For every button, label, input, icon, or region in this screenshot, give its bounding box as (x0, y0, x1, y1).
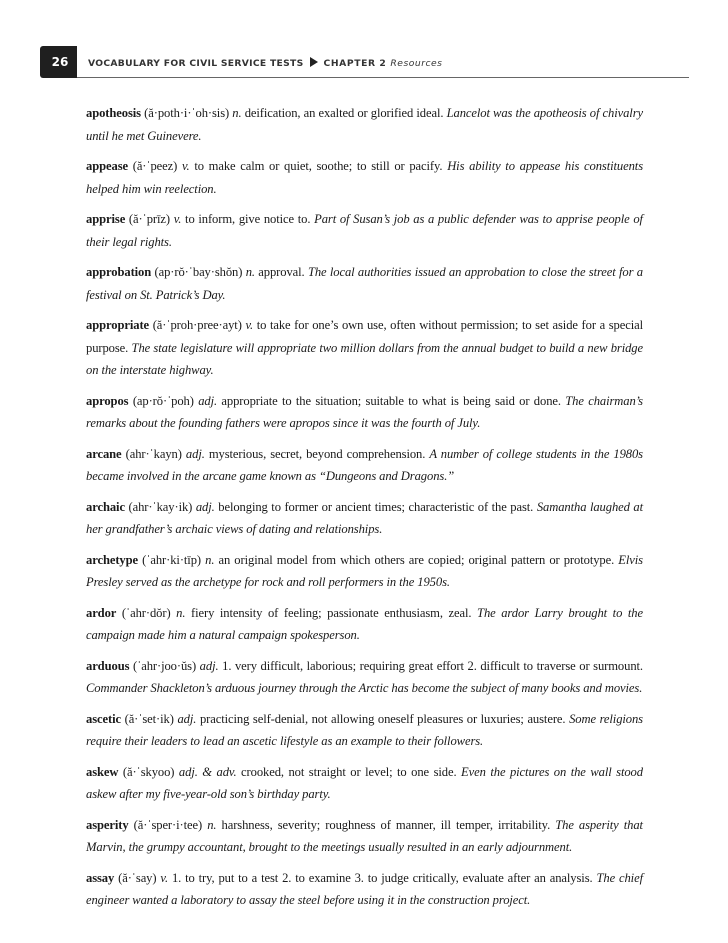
chapter-title: Resources (390, 58, 443, 69)
page-number-tab (40, 46, 77, 78)
vocab-entry (86, 314, 643, 382)
entry-definition: approval. (258, 265, 305, 279)
entry-part-of-speech: adj. (199, 658, 219, 673)
running-head (88, 54, 442, 70)
entry-definition: 1. very difficult, laborious; requiring great effort 2. difficult to traverse or surmount. (222, 658, 643, 673)
triangle-arrow-icon (310, 57, 318, 67)
entry-part-of-speech: adj. (195, 499, 215, 514)
entry-example: The ardor Larry brought to the campaign made him a natural campaign spokesperson. (86, 605, 643, 642)
entry-definition: crooked, not straight or level; to one side. (241, 764, 457, 779)
entry-word: arcane (86, 446, 122, 461)
vocab-entry (86, 208, 643, 253)
vocab-entry (86, 261, 643, 306)
entry-word: asperity (86, 817, 129, 832)
vocab-entry (86, 443, 643, 488)
entry-example: Commander Shackleton’s arduous journey through the Arctic has become the subject of many books and movies. (86, 681, 643, 695)
entry-part-of-speech: v. (173, 212, 182, 226)
entry-example: The local authorities issued an approbation to close the street for a festival on St. Patrick’s Day. (86, 265, 643, 302)
entry-definition: mysterious, secret, beyond comprehension. (208, 446, 426, 461)
book-title: VOCABULARY FOR CIVIL SERVICE TESTS (88, 58, 304, 69)
entry-word: appropriate (86, 318, 150, 332)
entry-part-of-speech: v. (181, 159, 190, 173)
entry-word: archetype (86, 552, 139, 567)
entry-word: askew (86, 764, 119, 779)
entry-definition: 1. to try, put to a test 2. to examine 3. to judge critically, evaluate after an analysis. (171, 870, 593, 885)
entry-pronunciation: (ă·ˈpeez) (132, 159, 178, 173)
entry-pronunciation: (ahr·ˈkayn) (125, 446, 182, 461)
vocab-entry (86, 761, 643, 806)
entry-part-of-speech: adj. & adv. (178, 764, 237, 779)
header-rule (77, 77, 689, 78)
entry-pronunciation: (ă·ˈprīz) (128, 212, 170, 226)
entry-word: assay (86, 870, 115, 885)
entry-part-of-speech: v. (245, 318, 254, 332)
entry-word: approbation (86, 265, 152, 279)
entry-pronunciation: (ˈahr·dŏr) (121, 605, 171, 620)
vocabulary-entries (86, 102, 643, 920)
entry-example: Part of Susan’s job as a public defender was to apprise people of their legal rights. (86, 212, 643, 249)
entry-pronunciation: (ă·ˈset·ik) (124, 711, 174, 726)
entry-pronunciation: (ˈahr·joo·ŭs) (133, 658, 197, 673)
vocab-entry (86, 390, 643, 435)
entry-part-of-speech: adj. (198, 393, 218, 408)
entry-pronunciation: (ă·poth·i·ˈoh·sis) (144, 106, 230, 120)
entry-pronunciation: (ˈahr·ki·tīp) (142, 552, 201, 567)
entry-word: apropos (86, 393, 129, 408)
entry-pronunciation: (ă·ˈproh·pree·ayt) (152, 318, 242, 332)
vocab-entry (86, 814, 643, 859)
entry-pronunciation: (ap·rŏ·ˈpoh) (132, 393, 194, 408)
entry-example: Lancelot was the apotheosis of chivalry until he met Guinevere. (86, 106, 643, 143)
entry-definition: belonging to former or ancient times; characteristic of the past. (218, 499, 534, 514)
vocab-entry (86, 867, 643, 912)
chapter-label: CHAPTER 2 (323, 58, 387, 69)
entry-part-of-speech: v. (160, 870, 169, 885)
vocab-entry (86, 708, 643, 753)
entry-part-of-speech: n. (232, 106, 242, 120)
entry-part-of-speech: n. (205, 552, 215, 567)
vocab-entry (86, 655, 643, 700)
entry-pronunciation: (ap·rŏ·ˈbay·shŏn) (154, 265, 243, 279)
entry-part-of-speech: n. (176, 605, 186, 620)
entry-part-of-speech: n. (207, 817, 217, 832)
entry-pronunciation: (ă·ˈsay) (118, 870, 157, 885)
entry-definition: to take for one’s own use, often without permission; to set aside for a special purpose. (86, 318, 643, 355)
entry-definition: fiery intensity of feeling; passionate enthusiasm, zeal. (191, 605, 472, 620)
vocab-entry (86, 602, 643, 647)
entry-example: A number of college students in the 1980s became involved in the arcane game known as “Dungeons and Dragons.” (86, 446, 643, 483)
entry-example: Some religions require their leaders to lead an ascetic lifestyle as an example to their followers. (86, 711, 643, 748)
entry-word: arduous (86, 658, 130, 673)
vocab-entry (86, 102, 643, 147)
entry-example: The asperity that Marvin, the grumpy accountant, brought to the meetings usually resulted in an early adjournment. (86, 817, 643, 854)
entry-part-of-speech: adj. (177, 711, 197, 726)
vocab-entry (86, 549, 643, 594)
entry-definition: harshness, severity; roughness of manner, ill temper, irritability. (221, 817, 551, 832)
entry-example: Samantha laughed at her grandfather’s archaic views of dating and relationships. (86, 499, 643, 536)
entry-example: Elvis Presley served as the archetype for rock and roll performers in the 1950s. (86, 552, 643, 589)
entry-example: The state legislature will appropriate two million dollars from the annual budget to build a new bridge on the interstate highway. (86, 340, 643, 377)
entry-example: Even the pictures on the wall stood askew after my five-year-old son’s birthday party. (86, 764, 643, 801)
entry-pronunciation: (ahr·ˈkay·ik) (128, 499, 193, 514)
entry-part-of-speech: adj. (185, 446, 205, 461)
entry-definition: practicing self-denial, not allowing oneself pleasures or luxuries; austere. (199, 711, 566, 726)
entry-definition: an original model from which others are copied; original pattern or prototype. (218, 552, 615, 567)
entry-word: apotheosis (86, 106, 141, 120)
entry-pronunciation: (ă·ˈsper·i·tee) (133, 817, 203, 832)
entry-definition: deification, an exalted or glorified ideal. (244, 106, 444, 120)
entry-word: apprise (86, 212, 126, 226)
entry-word: appease (86, 159, 128, 173)
entry-word: archaic (86, 499, 125, 514)
entry-example: The chairman’s remarks about the founding fathers were apropos since it was the fourth of July. (86, 393, 643, 430)
entry-word: ascetic (86, 711, 121, 726)
entry-definition: to make calm or quiet, soothe; to still or pacify. (194, 159, 443, 173)
entry-example: The chief engineer wanted a laboratory to assay the steel before using it in the construction project. (86, 870, 643, 907)
entry-part-of-speech: n. (245, 265, 255, 279)
entry-word: ardor (86, 605, 117, 620)
entry-example: His ability to appease his constituents helped him win reelection. (86, 159, 643, 196)
entry-definition: to inform, give notice to. (185, 212, 311, 226)
vocab-entry (86, 155, 643, 200)
page-number: 26 (51, 55, 69, 69)
vocab-entry (86, 496, 643, 541)
entry-definition: appropriate to the situation; suitable to what is being said or done. (221, 393, 561, 408)
entry-pronunciation: (ă·ˈskyoo) (122, 764, 175, 779)
